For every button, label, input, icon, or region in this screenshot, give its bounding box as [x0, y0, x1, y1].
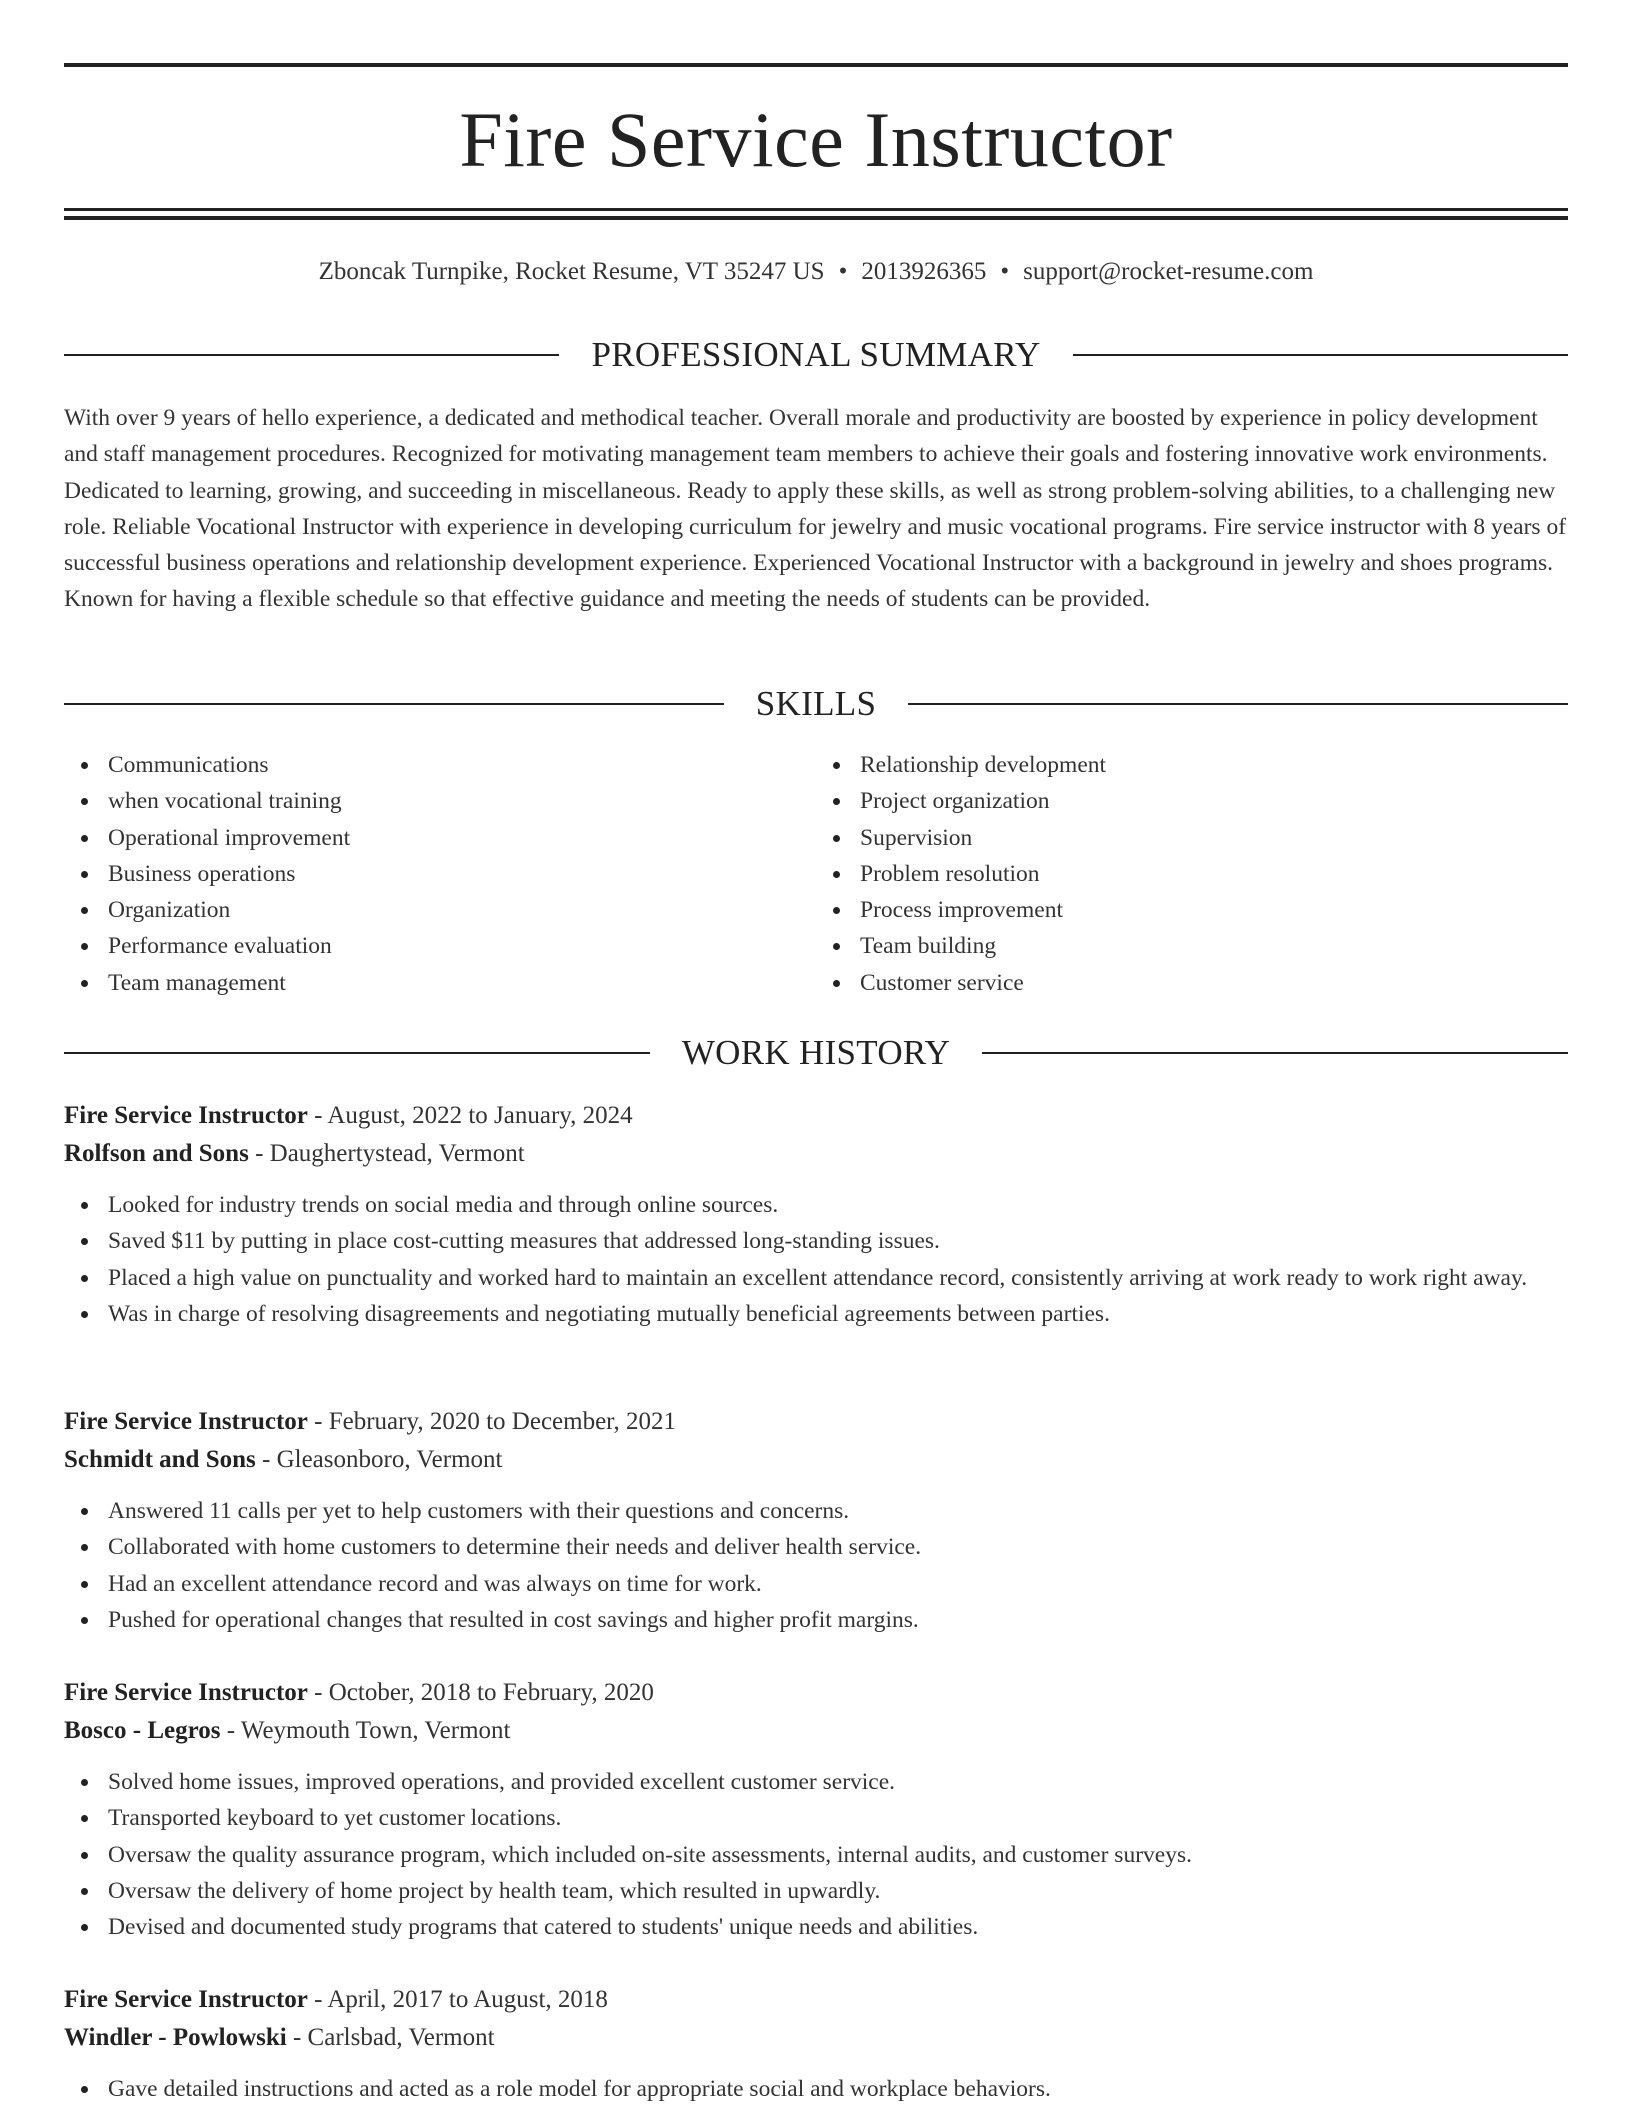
job-dates: - February, 2020 to December, 2021 — [307, 1408, 677, 1435]
skills-list-left — [64, 747, 816, 1001]
header-double-rule — [64, 208, 1568, 220]
job-bullets — [64, 1764, 1568, 1945]
job-location: - Gleasonboro, Vermont — [255, 1446, 503, 1473]
job-entry — [64, 1674, 1568, 1945]
skills-list-right — [816, 747, 1568, 1001]
skills-heading: SKILLS — [755, 684, 877, 723]
job-dates: - April, 2017 to August, 2018 — [307, 1986, 608, 2013]
skill-item: Performance evaluation — [64, 928, 816, 964]
work-heading: WORK HISTORY — [681, 1033, 951, 1072]
skills-columns — [64, 747, 1568, 1001]
skill-item: Business operations — [64, 856, 816, 892]
section-rule — [64, 1052, 650, 1054]
job-company: Rolfson and Sons — [64, 1140, 249, 1167]
job-bullet: Pushed for operational changes that resulted in cost savings and higher profit margins. — [64, 1602, 1568, 1638]
skill-item: Supervision — [816, 820, 1568, 856]
skill-item: Customer service — [816, 965, 1568, 1001]
job-company-line — [64, 1441, 1568, 1479]
job-title-line — [64, 1403, 1568, 1441]
skill-item: when vocational training — [64, 783, 816, 819]
job-location: - Daughertystead, Vermont — [248, 1140, 525, 1167]
job-location: - Carlsbad, Vermont — [286, 2024, 495, 2051]
job-bullet: Placed a high value on punctuality and worked hard to maintain an excellent attendance record, consistently arriving at work ready to work right away. — [64, 1260, 1568, 1296]
job-bullet: Collaborated with home customers to determine their needs and deliver health service. — [64, 1529, 1568, 1565]
contact-separator: • — [838, 258, 848, 285]
contact-email: support@rocket-resume.com — [1023, 258, 1314, 285]
job-bullet: Solved home issues, improved operations, and provided excellent customer service. — [64, 1764, 1568, 1800]
job-entry — [64, 1403, 1568, 1638]
job-dates: - October, 2018 to February, 2020 — [307, 1679, 654, 1706]
job-entry — [64, 1097, 1568, 1332]
job-bullets — [64, 1493, 1568, 1638]
job-title-line — [64, 1981, 1568, 2019]
section-rule — [1073, 354, 1568, 356]
section-rule — [982, 1052, 1568, 1054]
work-section-header — [64, 1033, 1568, 1073]
job-location: - Weymouth Town, Vermont — [220, 1717, 511, 1744]
job-bullet: Devised and documented study programs that catered to students' unique needs and abilities. — [64, 1909, 1568, 1945]
skill-item: Process improvement — [816, 892, 1568, 928]
contact-separator: • — [1000, 258, 1010, 285]
skill-item: Team management — [64, 965, 816, 1001]
job-title: Fire Service Instructor — [64, 1408, 308, 1435]
job-bullets — [64, 1187, 1568, 1332]
job-bullet: Transported keyboard to yet customer locations. — [64, 1800, 1568, 1836]
skill-item: Relationship development — [816, 747, 1568, 783]
job-title-line — [64, 1097, 1568, 1135]
section-rule — [908, 703, 1568, 705]
contact-phone: 2013926365 — [861, 258, 987, 285]
job-company-line — [64, 1712, 1568, 1750]
job-bullet: Oversaw the delivery of home project by health team, which resulted in upwardly. — [64, 1873, 1568, 1909]
job-company-line — [64, 2019, 1568, 2057]
section-rule — [64, 703, 724, 705]
job-bullet: Had an excellent attendance record and was always on time for work. — [64, 1566, 1568, 1602]
job-bullet: Saved $11 by putting in place cost-cutting measures that addressed long-standing issues. — [64, 1223, 1568, 1259]
summary-heading: PROFESSIONAL SUMMARY — [591, 335, 1041, 374]
job-title: Fire Service Instructor — [64, 1102, 308, 1129]
job-company-line — [64, 1135, 1568, 1173]
skill-item: Problem resolution — [816, 856, 1568, 892]
skill-item: Project organization — [816, 783, 1568, 819]
skill-item: Operational improvement — [64, 820, 816, 856]
job-bullet: Gave detailed instructions and acted as a role model for appropriate social and workplace behaviors. — [64, 2071, 1568, 2107]
job-bullet: Answered 11 calls per yet to help customers with their questions and concerns. — [64, 1493, 1568, 1529]
job-bullet: Looked for industry trends on social media and through online sources. — [64, 1187, 1568, 1223]
skills-section-header — [64, 684, 1568, 724]
job-title-line — [64, 1674, 1568, 1712]
skill-item: Organization — [64, 892, 816, 928]
job-company: Schmidt and Sons — [64, 1446, 256, 1473]
job-bullet: Oversaw the quality assurance program, which included on-site assessments, internal audits, and customer surveys. — [64, 1837, 1568, 1873]
contact-line — [64, 256, 1568, 288]
skill-item: Team building — [816, 928, 1568, 964]
summary-section-header — [64, 335, 1568, 375]
resume-title: Fire Service Instructor — [459, 96, 1173, 183]
job-bullets — [64, 2071, 1568, 2107]
job-entry — [64, 1981, 1568, 2107]
job-dates: - August, 2022 to January, 2024 — [307, 1102, 633, 1129]
summary-text: With over 9 years of hello experience, a dedicated and methodical teacher. Overall morale and productivity are boosted by experience in policy development and staff management procedures. Recognized for motivating management team members to achieve their goals and fostering innovative work environments. Dedicated to learning, growing, and succeeding in miscellaneous. Ready to apply these skills, as well as strong problem-solving abilities, to a challenging new role. Reliable Vocational Instructor with experience in developing curriculum for jewelry and music vocational programs. Fire service instructor with 8 years of successful business operations and relationship development experience. Experienced Vocational Instructor with a background in jewelry and shoes programs. Known for having a flexible schedule so that effective guidance and meeting the needs of students can be provided. — [64, 405, 1567, 613]
job-company: Bosco - Legros — [64, 1717, 221, 1744]
skill-item: Communications — [64, 747, 816, 783]
job-company: Windler - Powlowski — [64, 2024, 287, 2051]
contact-address: Zboncak Turnpike, Rocket Resume, VT 35247 US — [318, 258, 825, 285]
job-title: Fire Service Instructor — [64, 1986, 308, 2013]
section-rule — [64, 354, 559, 356]
job-bullet: Was in charge of resolving disagreements and negotiating mutually beneficial agreements between parties. — [64, 1296, 1568, 1332]
header-top-rule — [64, 63, 1568, 67]
job-title: Fire Service Instructor — [64, 1679, 308, 1706]
